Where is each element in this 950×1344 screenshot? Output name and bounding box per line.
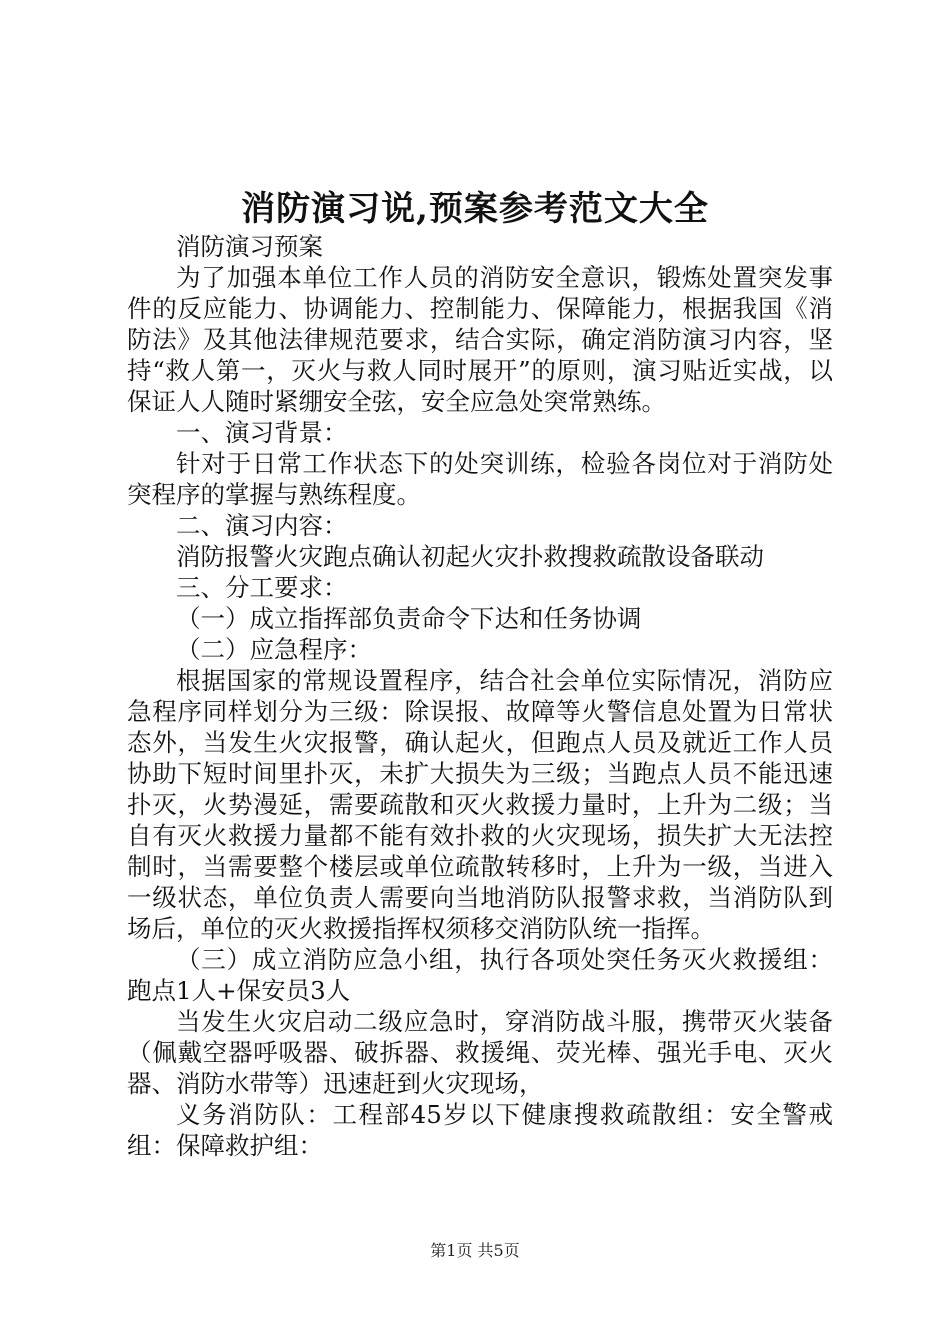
page-footer: 第1页 共5页 — [430, 1241, 520, 1260]
paragraph: 当发生火灾启动二级应急时，穿消防战斗服，携带灭火装备（佩戴空器呼吸器、破拆器、救援绳、荧光棒、强光手电、灭火器、消防水带等）迅速赶到火灾现场， — [127, 1007, 833, 1098]
document-body — [127, 231, 833, 1161]
paragraph: 一、演习背景： — [176, 418, 348, 447]
paragraph: 三、分工要求： — [176, 573, 348, 602]
paragraph: 为了加强本单位工作人员的消防安全意识，锻炼处置突发事件的反应能力、协调能力、控制能力、保障能力，根据我国《消防法》及其他法律规范要求，结合实际，确定消防演习内容，坚持“救人第一，灭火与救人同时展开”的原则，演习贴近实战，以保证人人随时紧绷安全弦，安全应急处突常熟练。 — [127, 263, 833, 416]
paragraph: 消防演习预案 — [176, 232, 323, 261]
document-title: 消防演习说,预案参考范文大全 — [241, 189, 709, 229]
paragraph: 针对于日常工作状态下的处突训练，检验各岗位对于消防处突程序的掌握与熟练程度。 — [127, 449, 833, 509]
paragraph: 二、演习内容： — [176, 511, 348, 540]
paragraph: 根据国家的常规设置程序，结合社会单位实际情况，消防应急程序同样划分为三级：除误报、故障等火警信息处置为日常状态外，当发生火灾报警，确认起火，但跑点人员及就近工作人员协助下短时间里扑灭，未扩大损失为三级；当跑点人员不能迅速扑灭，火势漫延，需要疏散和灭火救援力量时，上升为二级；当自有灭火救援力量都不能有效扑救的火灾现场，损失扩大无法控制时，当需要整个楼层或单位疏散转移时，上升为一级，当进入一级状态，单位负责人需要向当地消防队报警求救，当消防队到场后，单位的灭火救援指挥权须移交消防队统一指挥。 — [127, 666, 833, 943]
paragraph: 义务消防队：工程部45岁以下健康搜救疏散组：安全警戒组：保障救护组： — [127, 1100, 833, 1160]
paragraph: （二）应急程序： — [176, 635, 372, 664]
paragraph: （三）成立消防应急小组，执行各项处突任务灭火救援组：跑点1人+保安员3人 — [127, 945, 833, 1005]
paragraph: 消防报警火灾跑点确认初起火灾扑救搜救疏散设备联动 — [176, 542, 764, 571]
paragraph: （一）成立指挥部负责命令下达和任务协调 — [176, 604, 642, 633]
